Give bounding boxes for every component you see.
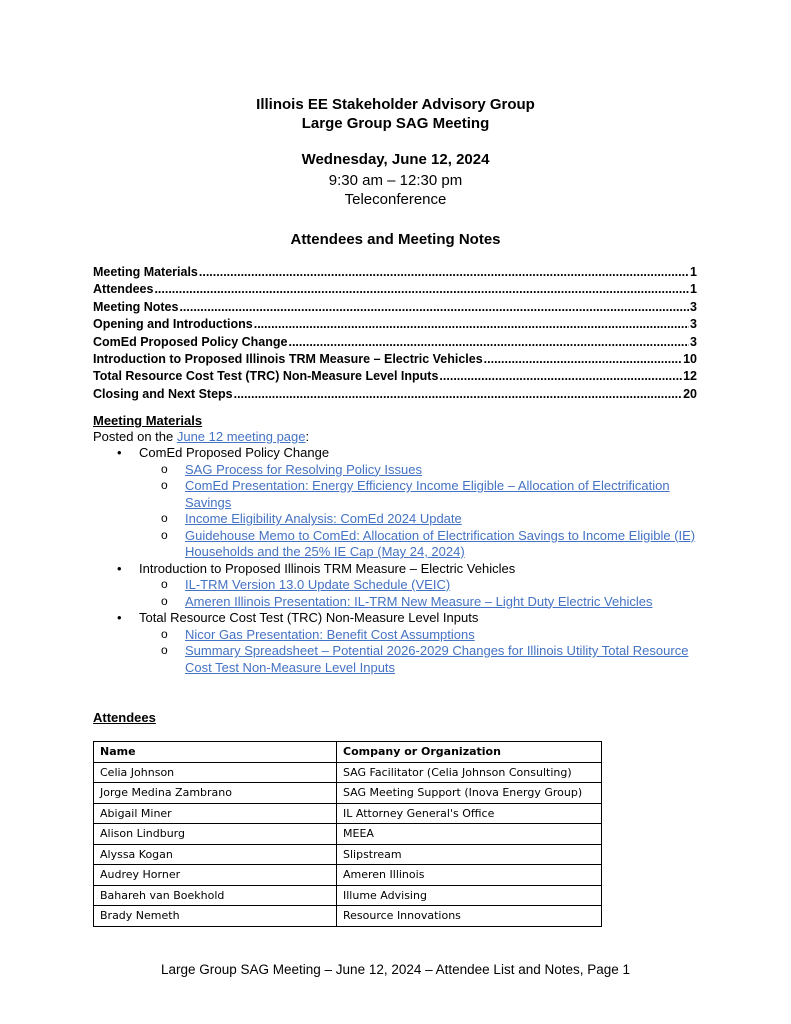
toc-entry[interactable] bbox=[93, 264, 697, 281]
materials-link-item bbox=[139, 643, 713, 676]
toc-page-number: 10 bbox=[683, 351, 697, 366]
materials-list bbox=[93, 445, 713, 676]
attendee-organization: IL Attorney General's Office bbox=[337, 803, 602, 824]
toc-leader-dots bbox=[199, 264, 689, 281]
toc-leader-dots bbox=[154, 281, 689, 298]
materials-link[interactable]: IL-TRM Version 13.0 Update Schedule (VEIC) bbox=[185, 577, 451, 592]
toc-entry-label: Closing and Next Steps bbox=[93, 386, 233, 401]
toc-leader-dots bbox=[234, 386, 682, 403]
materials-link-item bbox=[139, 511, 713, 528]
toc-entry-label: Opening and Introductions bbox=[93, 317, 253, 332]
meeting-materials-heading: Meeting Materials bbox=[93, 413, 203, 428]
materials-links bbox=[139, 462, 713, 561]
attendee-name: Alison Lindburg bbox=[94, 824, 337, 845]
materials-link-item bbox=[139, 577, 713, 594]
attendee-name: Bahareh van Boekhold bbox=[94, 885, 337, 906]
materials-topic bbox=[93, 561, 713, 611]
toc-leader-dots bbox=[179, 299, 689, 316]
attendee-organization: MEEA bbox=[337, 824, 602, 845]
attendee-name: Alyssa Kogan bbox=[94, 844, 337, 865]
toc-page-number: 3 bbox=[690, 317, 697, 332]
attendee-organization: Ameren Illinois bbox=[337, 865, 602, 886]
materials-link-item bbox=[139, 627, 713, 644]
meeting-page-link[interactable]: June 12 meeting page bbox=[176, 429, 306, 444]
meeting-details bbox=[0, 171, 791, 209]
meeting-date: Wednesday, June 12, 2024 bbox=[301, 151, 490, 168]
toc-page-number: 12 bbox=[683, 369, 697, 384]
attendee-name: Celia Johnson bbox=[94, 762, 337, 783]
attendee-name: Abigail Miner bbox=[94, 803, 337, 824]
meeting-time: 9:30 am – 12:30 pm bbox=[328, 172, 463, 189]
attendee-organization: SAG Facilitator (Celia Johnson Consulting) bbox=[337, 762, 602, 783]
posted-prefix: Posted on the bbox=[93, 429, 177, 444]
table-row bbox=[94, 865, 602, 886]
table-row bbox=[94, 783, 602, 804]
materials-link-item bbox=[139, 462, 713, 479]
materials-links bbox=[139, 627, 713, 677]
materials-topic-label: Total Resource Cost Test (TRC) Non-Measure Level Inputs bbox=[139, 610, 479, 625]
toc-entry[interactable] bbox=[93, 334, 697, 351]
document-title: Attendees and Meeting Notes bbox=[290, 231, 501, 248]
attendees-heading: Attendees bbox=[93, 710, 156, 725]
toc-entry-label: Total Resource Cost Test (TRC) Non-Measure Level Inputs bbox=[93, 369, 439, 384]
materials-topic-label: Introduction to Proposed Illinois TRM Measure – Electric Vehicles bbox=[139, 560, 516, 576]
materials-links bbox=[139, 577, 713, 610]
column-header-organization: Company or Organization bbox=[337, 742, 602, 763]
table-row bbox=[94, 844, 602, 865]
posted-suffix: : bbox=[305, 429, 310, 444]
toc-page-number: 1 bbox=[690, 282, 697, 297]
materials-link[interactable]: SAG Process for Resolving Policy Issues bbox=[185, 461, 422, 477]
toc-entry-label: Meeting Notes bbox=[93, 299, 179, 314]
materials-link[interactable]: Income Eligibility Analysis: ComEd 2024 Update bbox=[185, 511, 462, 526]
column-header-name: Name bbox=[94, 742, 337, 763]
toc-page-number: 3 bbox=[690, 299, 697, 314]
toc-page-number: 3 bbox=[690, 334, 697, 349]
materials-link[interactable]: ComEd Presentation: Energy Efficiency Income Eligible – Allocation of Electrification Savings bbox=[185, 478, 670, 510]
materials-topic bbox=[93, 445, 713, 561]
materials-bullets bbox=[93, 445, 713, 676]
table-row bbox=[94, 803, 602, 824]
materials-link[interactable]: Ameren Illinois Presentation: IL-TRM New Measure – Light Duty Electric Vehicles bbox=[185, 593, 653, 609]
org-title: Illinois EE Stakeholder Advisory Group bbox=[256, 96, 535, 113]
toc-page-number: 1 bbox=[690, 265, 697, 279]
materials-link[interactable]: Guidehouse Memo to ComEd: Allocation of Electrification Savings to Income Eligible (IE) Households and the 25% IE Cap (May 24, 2024) bbox=[185, 527, 696, 559]
attendee-organization: Slipstream bbox=[337, 844, 602, 865]
attendees-table-body bbox=[94, 762, 602, 926]
toc-entry-label: Attendees bbox=[93, 282, 154, 297]
toc-entry[interactable] bbox=[93, 299, 697, 316]
attendee-name: Brady Nemeth bbox=[94, 906, 337, 927]
toc-leader-dots bbox=[288, 334, 689, 351]
table-row bbox=[94, 824, 602, 845]
toc-entry-label: Introduction to Proposed Illinois TRM Measure – Electric Vehicles bbox=[93, 351, 483, 366]
table-row bbox=[94, 906, 602, 927]
toc-entry-label: ComEd Proposed Policy Change bbox=[93, 334, 288, 349]
table-row bbox=[94, 885, 602, 906]
materials-topic-label: ComEd Proposed Policy Change bbox=[139, 445, 330, 460]
materials-topic bbox=[93, 610, 713, 676]
attendees-table bbox=[93, 741, 602, 927]
table-header-row bbox=[94, 742, 602, 763]
toc-entry[interactable] bbox=[93, 316, 697, 333]
meeting-title: Large Group SAG Meeting bbox=[301, 115, 490, 132]
toc-leader-dots bbox=[484, 351, 682, 368]
materials-link-item bbox=[139, 528, 713, 561]
attendee-name: Audrey Horner bbox=[94, 865, 337, 886]
materials-link-item bbox=[139, 594, 713, 611]
meeting-location: Teleconference bbox=[344, 191, 447, 208]
toc-entry-label: Meeting Materials bbox=[93, 265, 198, 279]
toc-entry[interactable] bbox=[93, 386, 697, 403]
attendee-organization: Resource Innovations bbox=[337, 906, 602, 927]
toc-leader-dots bbox=[439, 368, 682, 385]
toc-leader-dots bbox=[254, 316, 689, 333]
materials-link-item bbox=[139, 478, 713, 511]
toc-entry[interactable] bbox=[93, 281, 697, 298]
toc-entry[interactable] bbox=[93, 368, 697, 385]
toc-page-number: 20 bbox=[683, 386, 697, 401]
toc-entry[interactable] bbox=[93, 351, 697, 368]
attendee-organization: Illume Advising bbox=[337, 885, 602, 906]
title-header bbox=[0, 95, 791, 133]
materials-link[interactable]: Summary Spreadsheet – Potential 2026-2029 Changes for Illinois Utility Total Resource Cost Test Non-Measure Level Inputs bbox=[185, 643, 689, 675]
table-of-contents bbox=[93, 264, 697, 403]
attendee-organization: SAG Meeting Support (Inova Energy Group) bbox=[337, 783, 602, 804]
materials-link[interactable]: Nicor Gas Presentation: Benefit Cost Assumptions bbox=[185, 626, 475, 642]
attendee-name: Jorge Medina Zambrano bbox=[94, 783, 337, 804]
posted-line bbox=[93, 429, 309, 445]
table-row bbox=[94, 762, 602, 783]
page-footer: Large Group SAG Meeting – June 12, 2024 – Attendee List and Notes, Page 1 bbox=[160, 962, 631, 977]
